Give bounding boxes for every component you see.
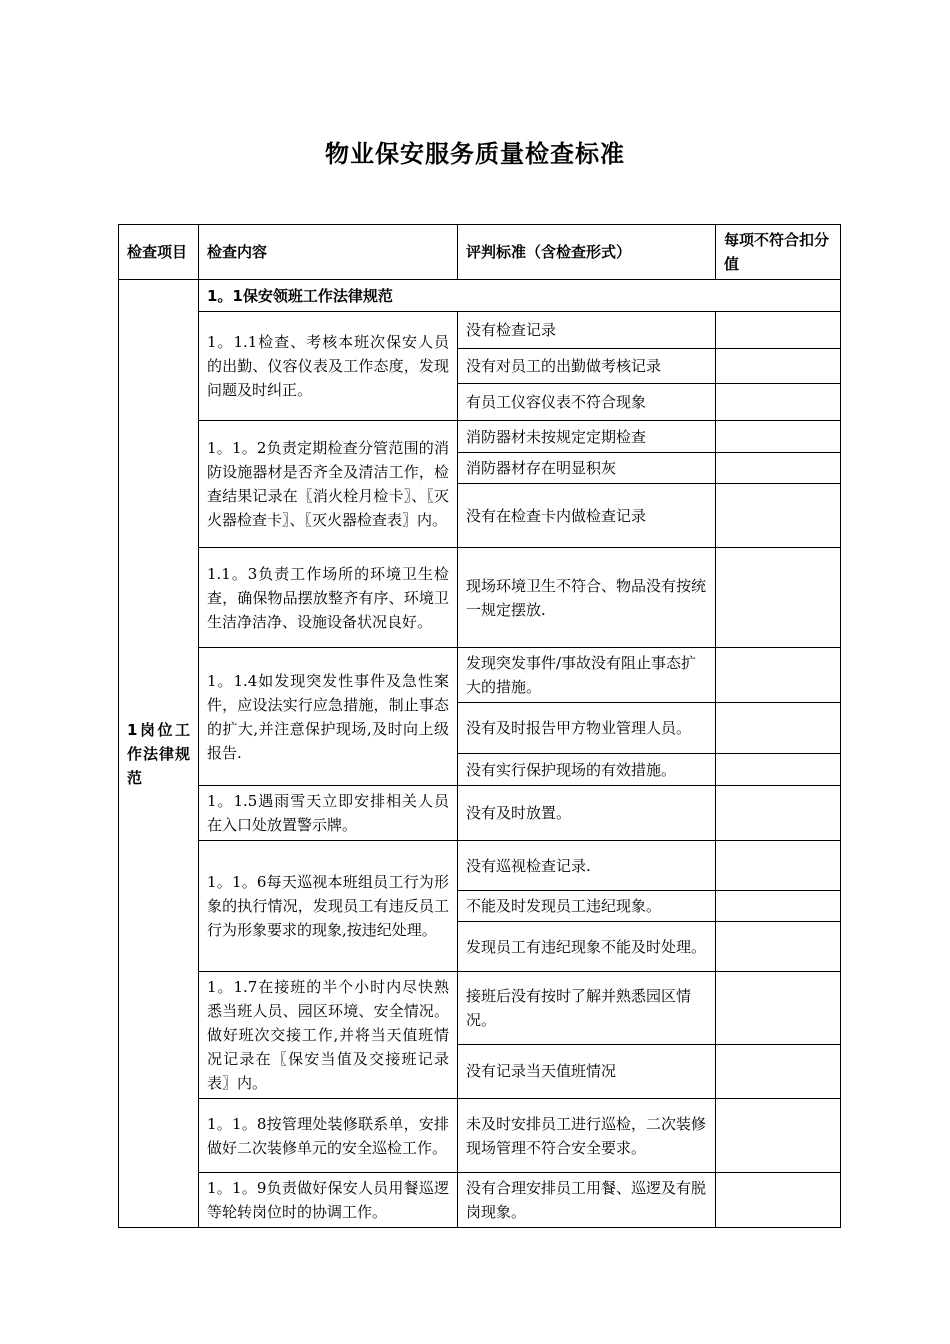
- deduct-cell: [716, 484, 841, 548]
- deduct-cell: [716, 972, 841, 1045]
- inspection-standard-table: [118, 224, 841, 1228]
- criteria-cell: 消防器材未按规定定期检查: [458, 421, 716, 453]
- deduct-cell: [716, 453, 841, 484]
- criteria-cell: 消防器材存在明显积灰: [458, 453, 716, 484]
- inspection-content: 1。1。9负责做好保安人员用餐巡逻等轮转岗位时的协调工作。: [199, 1173, 458, 1228]
- criteria-row: [119, 421, 841, 453]
- inspection-content: 1。1.5遇雨雪天立即安排相关人员在入口处放置警示牌。: [199, 786, 458, 841]
- criteria-row: [119, 841, 841, 891]
- deduct-cell: [716, 548, 841, 648]
- deduct-cell: [716, 648, 841, 703]
- section-title: 1。1保安领班工作法律规范: [199, 280, 841, 312]
- deduct-cell: [716, 312, 841, 349]
- criteria-row: [119, 1099, 841, 1173]
- criteria-row: [119, 548, 841, 648]
- criteria-cell: 没有巡视检查记录.: [458, 841, 716, 891]
- project-cell: 1岗位工作法律规范: [119, 280, 199, 1228]
- header-content: 检查内容: [199, 225, 458, 280]
- criteria-cell: 发现员工有违纪现象不能及时处理。: [458, 922, 716, 972]
- criteria-cell: 没有实行保护现场的有效措施。: [458, 754, 716, 786]
- criteria-cell: 发现突发事件/事故没有阻止事态扩大的措施。: [458, 648, 716, 703]
- criteria-cell: 未及时安排员工进行巡检，二次装修现场管理不符合安全要求。: [458, 1099, 716, 1173]
- criteria-cell: 没有合理安排员工用餐、巡逻及有脱岗现象。: [458, 1173, 716, 1228]
- deduct-cell: [716, 349, 841, 384]
- deduct-cell: [716, 891, 841, 922]
- deduct-cell: [716, 786, 841, 841]
- header-row: [119, 225, 841, 280]
- criteria-row: [119, 1173, 841, 1228]
- inspection-content: 1.1。3负责工作场所的环境卫生检查，确保物品摆放整齐有序、环境卫生洁净洁净、设施设备状况良好。: [199, 548, 458, 648]
- criteria-cell: 接班后没有按时了解并熟悉园区情况。: [458, 972, 716, 1045]
- section-row: [119, 280, 841, 312]
- deduct-cell: [716, 1173, 841, 1228]
- inspection-content: 1。1。2负责定期检查分管范围的消防设施器材是否齐全及清洁工作，检查结果记录在〖消火栓月检卡〗、〖灭火器检查卡〗、〖灭火器检查表〗内。: [199, 421, 458, 548]
- deduct-cell: [716, 1044, 841, 1098]
- deduct-cell: [716, 754, 841, 786]
- criteria-row: [119, 648, 841, 703]
- inspection-content: 1。1.4如发现突发性事件及急性案件，应设法实行应急措施，制止事态的扩大,并注意保护现场,及时向上级报告.: [199, 648, 458, 786]
- header-project: 检查项目: [119, 225, 199, 280]
- criteria-row: [119, 786, 841, 841]
- deduct-cell: [716, 1099, 841, 1173]
- deduct-cell: [716, 384, 841, 421]
- criteria-row: [119, 972, 841, 1045]
- criteria-cell: 现场环境卫生不符合、物品没有按统一规定摆放.: [458, 548, 716, 648]
- criteria-cell: 没有检查记录: [458, 312, 716, 349]
- criteria-cell: 没有及时报告甲方物业管理人员。: [458, 703, 716, 754]
- deduct-cell: [716, 703, 841, 754]
- criteria-cell: 没有在检查卡内做检查记录: [458, 484, 716, 548]
- header-criteria: 评判标准（含检查形式）: [458, 225, 716, 280]
- criteria-row: [119, 312, 841, 349]
- criteria-cell: 没有记录当天值班情况: [458, 1044, 716, 1098]
- inspection-content: 1。1。8按管理处装修联系单，安排做好二次装修单元的安全巡检工作。: [199, 1099, 458, 1173]
- deduct-cell: [716, 922, 841, 972]
- criteria-cell: 不能及时发现员工违纪现象。: [458, 891, 716, 922]
- page-title: 物业保安服务质量检查标准: [325, 140, 625, 168]
- inspection-content: 1。1.7在接班的半个小时内尽快熟悉当班人员、园区环境、安全情况。做好班次交接工作,并将当天值班情况记录在〖保安当值及交接班记录表〗内。: [199, 972, 458, 1099]
- inspection-content: 1。1。6每天巡视本班组员工行为形象的执行情况，发现员工有违反员工行为形象要求的现象,按违纪处理。: [199, 841, 458, 972]
- criteria-cell: 没有对员工的出勤做考核记录: [458, 349, 716, 384]
- criteria-cell: 没有及时放置。: [458, 786, 716, 841]
- deduct-cell: [716, 841, 841, 891]
- inspection-content: 1。1.1检查、考核本班次保安人员的出勤、仪容仪表及工作态度，发现问题及时纠正。: [199, 312, 458, 421]
- deduct-cell: [716, 421, 841, 453]
- criteria-cell: 有员工仪容仪表不符合现象: [458, 384, 716, 421]
- header-deduct: 每项不符合扣分值: [716, 225, 841, 280]
